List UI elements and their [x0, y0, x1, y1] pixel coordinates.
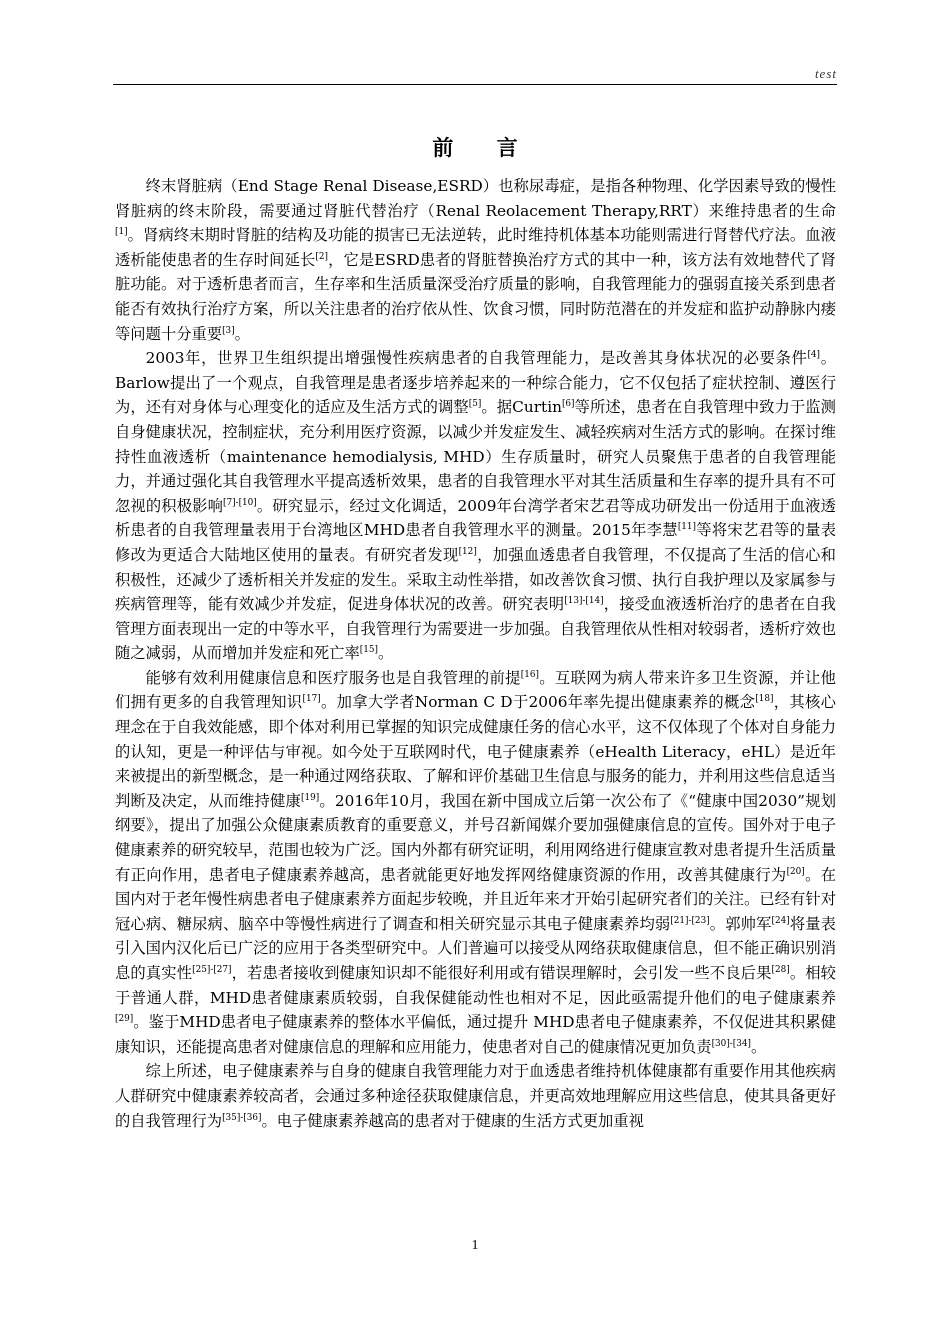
text-run: 将量表引入国内汉化后已广泛的应用于各类型研究中。人们普遍可以接受从网络获取健康信息，但不能正确识别消息的真实性 [115, 914, 836, 982]
citation-ref: [4] [807, 350, 821, 361]
text-run: 。2016年10月，我国在新中国成立后第一次公布了《“健康中国2030”规划纲要》，提出了加强公众健康素质教育的重要意义，并号召新闻媒介要加强健康信息的宣传。国外对于电子健康素养的研究较早，范围也较为广泛。国内外都有研究证明，利用网络进行健康宣教对患者提升生活质量有正向作用，患者电子健康素养越高，患者就能更好地发挥网络健康资源的作用，改善其健康行为 [115, 791, 836, 884]
page-title: 前 言 [432, 136, 536, 160]
citation-ref: [3] [222, 325, 235, 336]
running-header: test [814, 66, 837, 81]
text-run: 终末肾脏病（End Stage Renal Disease,ESRD）也称尿毒症，是指各种物理、化学因素导致的慢性肾脏病的终末阶段，需要通过肾脏代替治疗（Renal Reolacement Therapy,RRT）来维持患者的生命 [115, 177, 836, 220]
text-run: 能够有效利用健康信息和医疗服务也是自我管理的前提 [145, 668, 521, 687]
citation-ref: [2] [315, 251, 328, 262]
text-run: ，其核心理念在于自我效能感，即个体对利用已掌握的知识完成健康任务的信心水平，这不仅体现了个体对自身能力的认知，更是一种评估与审视。如今处于互联网时代，电子健康素养（eHealth Literacy，eHL）是近年来被提出的新型概念，是一种通过网络获取、了解和评价基础卫生信息与服务的能力，并利用这些信息适当判断及决定，从而维持健康 [115, 693, 836, 810]
text-run: 综上所述，电子健康素养与自身的健康自我管理能力对于血透患者维持机体健康都有重要作用其他疾病人群研究中健康素养较高者，会通过多种途径获取健康信息，并更高效地理解应用这些信息，使其具备更好的自我管理行为 [115, 1062, 836, 1130]
text-run: 。郭帅军 [709, 914, 772, 933]
citation-ref: [18] [755, 694, 774, 705]
text-run: ，它是ESRD患者的肾脏替换治疗方式的其中一种，该方法有效地替代了肾脏功能。对于透析患者而言，生存率和生活质量深受治疗质量的影响，自我管理能力的强弱直接关系到患者能否有效执行治疗方案，所以关注患者的治疗依从性、饮食习惯，同时防范潜在的并发症和监护动静脉内瘘等问题十分重要 [115, 250, 836, 343]
body-paragraph [115, 346, 836, 666]
citation-ref: [13]-[14] [564, 596, 604, 606]
text-run: 。电子健康素养越高的患者对于健康的生活方式更加重视 [261, 1111, 644, 1130]
citation-ref: [7]-[10] [223, 497, 257, 508]
citation-ref: [5] [468, 399, 482, 410]
text-run: 等所述，患者在自我管理中致力于监测自身健康状况，控制症状，充分利用医疗资源，以减少并发症发生、减轻疾病对生活方式的影响。在探讨维持性血液透析（maintenance hemodialysis, MHD）生存质量时，研究人员聚焦于患者的自我管理能力，并通过强化其自我管理水平提高透析效果，患者的自我管理水平对其生活质量和生存率的提升具有不可忽视的积极影响 [115, 398, 836, 515]
text-run: 。在国内对于老年慢性病患者电子健康素养方面起步较晚，并且近年来才开始引起研究者们的关注。已经有针对冠心病、糖尿病、脑卒中等慢性病进行了调查和相关研究显示其电子健康素养均弱 [115, 865, 836, 933]
text-run: 。Barlow提出了一个观点，自我管理是患者逐步培养起来的一种综合能力，它不仅包括了症状控制、遵医行为，还有对身体与心理变化的适应及生活方式的调整 [115, 349, 836, 417]
header-rule [113, 84, 837, 85]
text-run: 。肾病终末期时肾脏的结构及功能的损害已无法逆转，此时维持机体基本功能则需进行肾替代疗法。血液透析能使患者的生存时间延长 [115, 226, 836, 269]
body-paragraph [115, 174, 836, 346]
citation-ref: [17] [302, 694, 321, 705]
text-run: 。 [234, 324, 250, 343]
citation-ref: [20] [786, 866, 805, 877]
text-run: 等将宋艺君等的量表修改为更适合大陆地区使用的量表。有研究者发现 [115, 521, 836, 564]
body-paragraph [115, 666, 836, 1060]
citation-ref: [15] [359, 645, 378, 656]
citation-ref: [12] [458, 546, 477, 557]
citation-ref: [35]-[36] [222, 1112, 262, 1123]
body-text [115, 174, 836, 1133]
text-run: ，加强血透患者自我管理，不仅提高了生活的信心和积极性，还减少了透析相关并发症的发生。采取主动性举措，如改善饮食习惯、执行自我护理以及家属参与疾病管理等，能有效减少并发症，促进身体状况的改善。研究表明 [115, 545, 836, 614]
body-paragraph [115, 1059, 836, 1133]
text-run: 。鉴于MHD患者电子健康素养的整体水平偏低，通过提升 MHD患者电子健康素养，不仅促进其积累健康知识，还能提高患者对健康信息的理解和应用能力，使患者对自己的健康情况更加负责 [115, 1013, 836, 1056]
text-run: 。 [750, 1037, 767, 1056]
text-run: 。 [377, 644, 394, 663]
citation-ref: [30]-[34] [711, 1038, 751, 1049]
citation-ref: [29] [115, 1014, 134, 1025]
citation-ref: [6] [561, 399, 575, 410]
citation-ref: [1] [115, 227, 128, 238]
citation-ref: [19] [301, 792, 320, 803]
citation-ref: [16] [520, 669, 539, 680]
text-run: 。互联网为病人带来许多卫生资源，并让他们拥有更多的自我管理知识 [115, 668, 836, 712]
text-run: 。相较于普通人群，MHD患者健康素质较弱，自我保健能动性也相对不足，因此亟需提升他们的电子健康素养 [115, 964, 836, 1007]
text-run: 2003年，世界卫生组织提出增强慢性疾病患者的自我管理能力，是改善其身体状况的必要条件 [145, 349, 808, 368]
page-number: 1 [471, 1238, 479, 1253]
text-run: 。研究显示，经过文化调适，2009年台湾学者宋艺君等成功研发出一份适用于血液透析患者的自我管理量表用于台湾地区MHD患者自我管理水平的测量。2015年李慧 [115, 496, 836, 540]
citation-ref: [25]-[27] [192, 964, 232, 975]
citation-ref: [11] [677, 522, 697, 533]
citation-ref: [24] [771, 915, 790, 926]
citation-ref: [21]-[23] [670, 915, 710, 926]
text-run: 。据Curtin [481, 398, 562, 417]
text-run: ，接受血液透析治疗的患者在自我管理方面表现出一定的中等水平，自我管理行为需要进一步加强。自我管理依从性相对较弱者，透析疗效也随之减弱，从而增加并发症和死亡率 [115, 595, 836, 663]
text-run: ，若患者接收到健康知识却不能很好利用或有错误理解时，会引发一些不良后果 [231, 964, 772, 982]
text-run: 。加拿大学者Norman C D于2006年率先提出健康素养的概念 [320, 693, 756, 712]
citation-ref: [28] [771, 964, 790, 975]
